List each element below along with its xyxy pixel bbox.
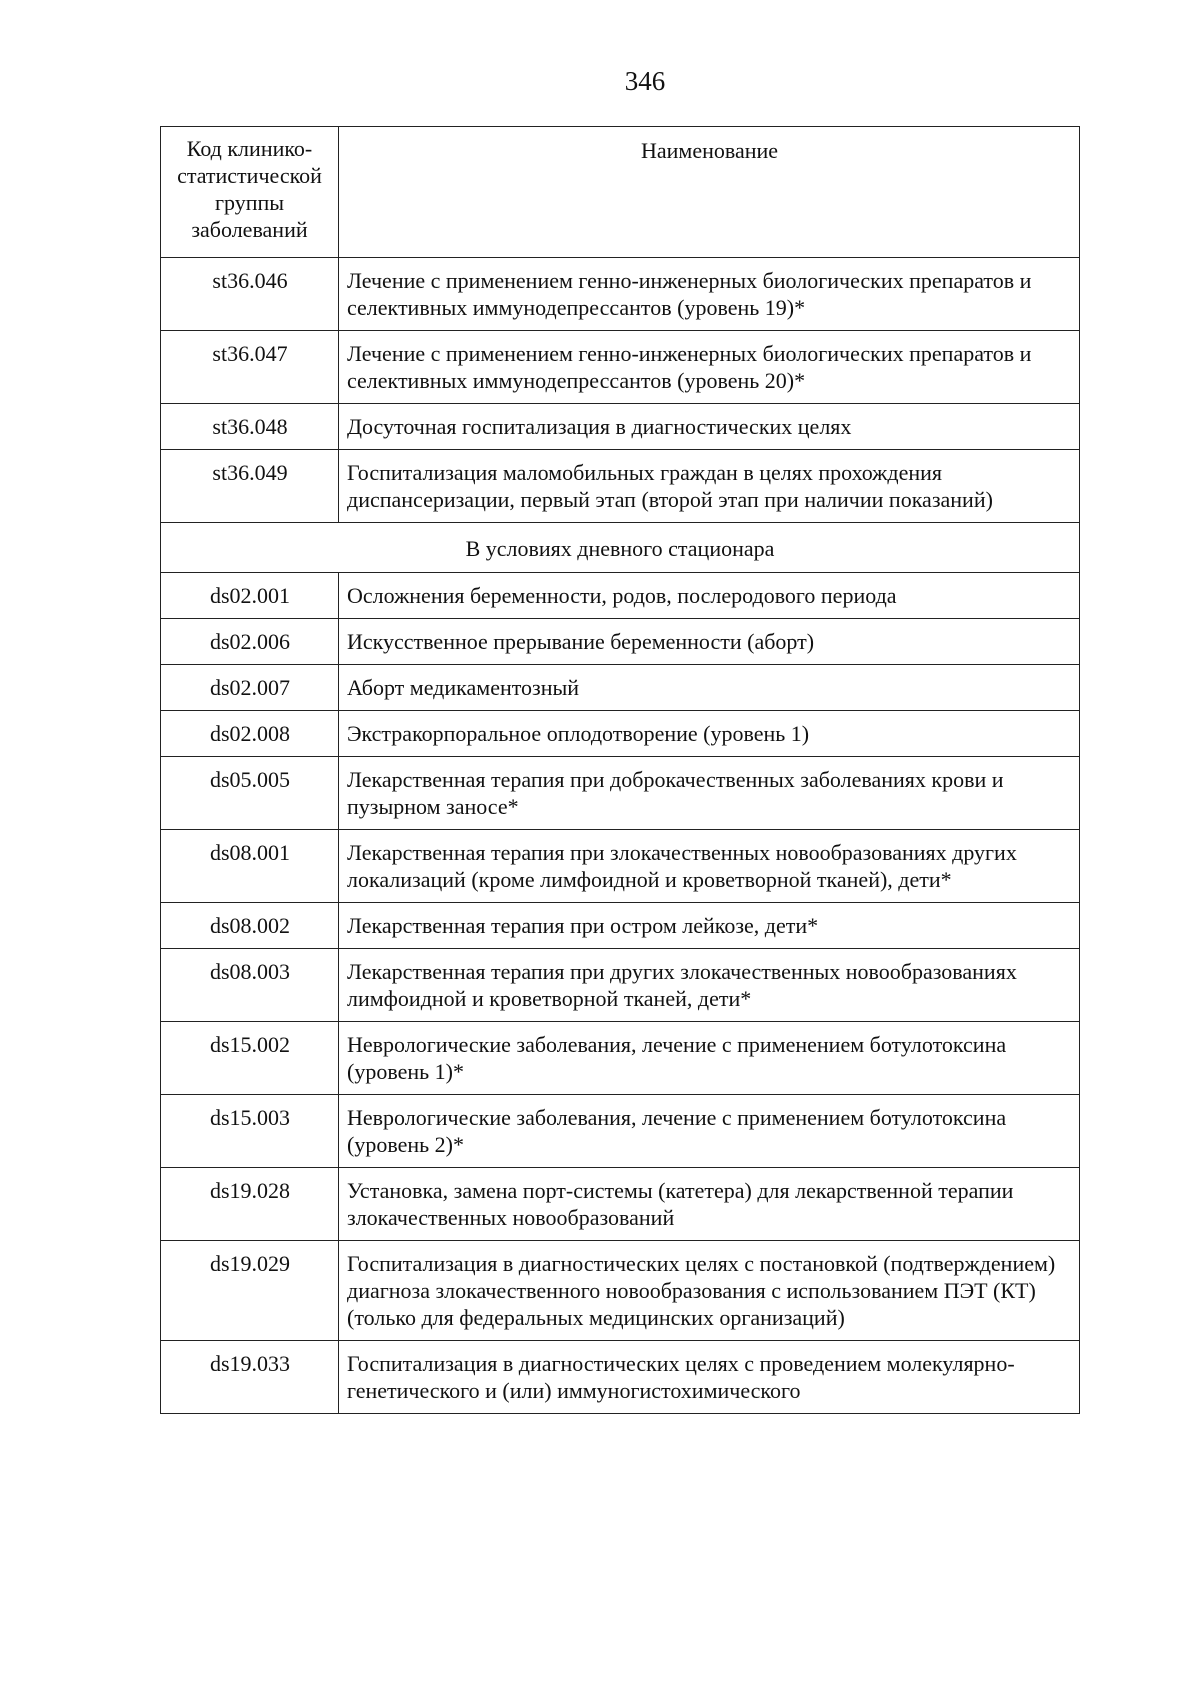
cell-code: ds02.008 [161, 711, 339, 757]
table-row [161, 949, 1080, 1022]
cell-name: Лекарственная терапия при других злокачественных новообразованиях лимфоидной и кроветворной тканей, дети* [339, 949, 1080, 1022]
table-row [161, 258, 1080, 331]
table-row [161, 830, 1080, 903]
table-row [161, 331, 1080, 404]
cell-name: Аборт медикаментозный [339, 665, 1080, 711]
cell-name: Лекарственная терапия при злокачественных новообразованиях других локализаций (кроме лимфоидной и кроветворной тканей), дети* [339, 830, 1080, 903]
table-header [161, 127, 1080, 258]
table-row [161, 619, 1080, 665]
header-code-line: группы [214, 190, 285, 215]
table-row [161, 711, 1080, 757]
page-number: 346 [624, 66, 666, 96]
table-row [161, 1341, 1080, 1414]
header-code [161, 127, 339, 258]
cell-name: Искусственное прерывание беременности (аборт) [339, 619, 1080, 665]
cell-name: Лечение с применением генно-инженерных биологических препаратов и селективных иммунодепрессантов (уровень 19)* [339, 258, 1080, 331]
section-row-group [161, 523, 1080, 573]
header-row [161, 127, 1080, 258]
cell-name: Установка, замена порт-системы (катетера) для лекарственной терапии злокачественных новообразований [339, 1168, 1080, 1241]
header-name: Наименование [339, 127, 1080, 258]
cell-code: ds15.002 [161, 1022, 339, 1095]
cell-code: ds02.001 [161, 573, 339, 619]
cell-name: Госпитализация в диагностических целях с постановкой (подтверждением) диагноза злокачественного новообразования с использованием ПЭТ (КТ) (только для федеральных медицинских организаций) [339, 1241, 1080, 1341]
header-code-line: заболеваний [191, 217, 308, 242]
table-row [161, 450, 1080, 523]
cell-name: Неврологические заболевания, лечение с применением ботулотоксина (уровень 2)* [339, 1095, 1080, 1168]
section-label: В условиях дневного стационара [161, 523, 1080, 573]
cell-name: Лекарственная терапия при доброкачественных заболеваниях крови и пузырном заносе* [339, 757, 1080, 830]
table-row [161, 903, 1080, 949]
table-body-day-hospital [161, 573, 1080, 1414]
header-code-line: Код клинико- [186, 136, 313, 161]
cell-code: ds08.001 [161, 830, 339, 903]
kgs-table [160, 126, 1080, 1414]
table-body-inpatient [161, 258, 1080, 523]
cell-code: ds15.003 [161, 1095, 339, 1168]
cell-code: ds08.003 [161, 949, 339, 1022]
table-row [161, 404, 1080, 450]
cell-name: Лекарственная терапия при остром лейкозе, дети* [339, 903, 1080, 949]
cell-code: ds05.005 [161, 757, 339, 830]
table-row [161, 1168, 1080, 1241]
cell-name: Лечение с применением генно-инженерных биологических препаратов и селективных иммунодепрессантов (уровень 20)* [339, 331, 1080, 404]
cell-code: ds02.006 [161, 619, 339, 665]
table-row [161, 1095, 1080, 1168]
cell-name: Неврологические заболевания, лечение с применением ботулотоксина (уровень 1)* [339, 1022, 1080, 1095]
cell-code: st36.049 [161, 450, 339, 523]
table-row [161, 1241, 1080, 1341]
table-row [161, 573, 1080, 619]
cell-code: st36.048 [161, 404, 339, 450]
cell-code: ds19.028 [161, 1168, 339, 1241]
header-code-line: статистической [177, 163, 322, 188]
cell-code: st36.046 [161, 258, 339, 331]
cell-code: ds08.002 [161, 903, 339, 949]
cell-name: Госпитализация в диагностических целях с проведением молекулярно-генетического и (или) иммуногистохимического [339, 1341, 1080, 1414]
cell-name: Госпитализация маломобильных граждан в целях прохождения диспансеризации, первый этап (второй этап при наличии показаний) [339, 450, 1080, 523]
cell-code: st36.047 [161, 331, 339, 404]
cell-code: ds02.007 [161, 665, 339, 711]
section-row [161, 523, 1080, 573]
table-row [161, 757, 1080, 830]
table-row [161, 1022, 1080, 1095]
cell-name: Досуточная госпитализация в диагностических целях [339, 404, 1080, 450]
cell-code: ds19.029 [161, 1241, 339, 1341]
cell-name: Осложнения беременности, родов, послеродового периода [339, 573, 1080, 619]
cell-name: Экстракорпоральное оплодотворение (уровень 1) [339, 711, 1080, 757]
cell-code: ds19.033 [161, 1341, 339, 1414]
table-row [161, 665, 1080, 711]
